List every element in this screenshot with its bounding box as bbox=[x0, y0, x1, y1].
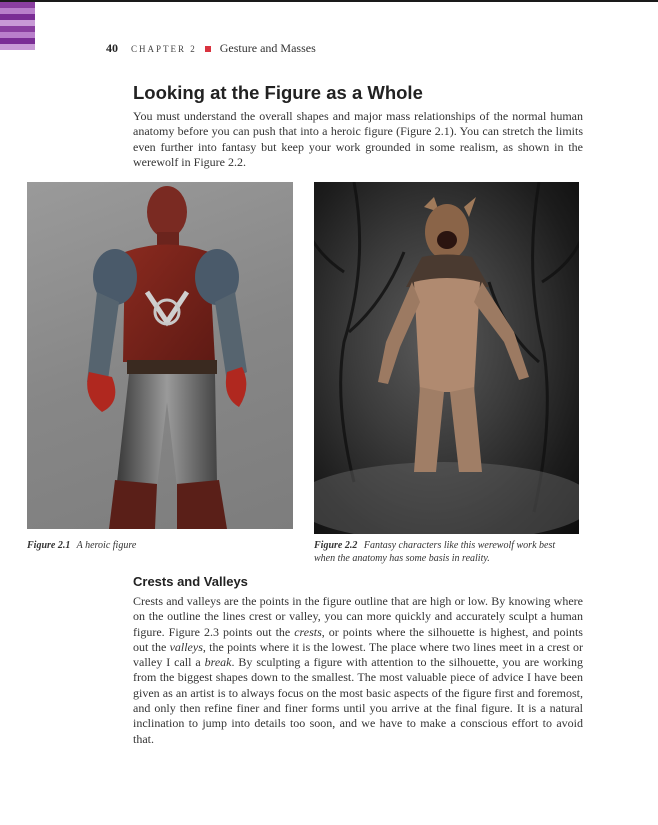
figure-heroic-image bbox=[27, 182, 293, 529]
chapter-title: Gesture and Masses bbox=[219, 41, 316, 55]
figure-werewolf-image bbox=[314, 182, 579, 534]
page-number: 40 bbox=[106, 41, 118, 55]
chapter-tab bbox=[0, 2, 35, 50]
chapter-label: CHAPTER 2 bbox=[131, 44, 197, 54]
tab-stripe bbox=[0, 44, 35, 50]
figure-2-1-text: A heroic figure bbox=[76, 540, 137, 551]
intro-paragraph: You must understand the overall shapes and major mass relationships of the normal human anatomy before you can push that into a heroic figure (Figure 2.1). You can stretch the limits even further into fantasy but keep your work grounded in some realism, as shown in the werewolf in Figure 2.2. bbox=[133, 109, 583, 169]
crests-text-d: . By sculpting a figure with attention to the silhouette, you are working from the biggest shapes down to the smallest. The most valuable piece of advice I have been given as an artist is to always focus on the most basic aspects of the figure first and foremost, and only then refine finer and finer forms until you arrive at the final figure. It is a natural inclination to jump into details too soon, and we have to make a conscious effort to avoid that. bbox=[133, 655, 583, 746]
crests-term: crests bbox=[294, 624, 322, 639]
figure-2-1-caption bbox=[27, 540, 293, 553]
valleys-term: valleys bbox=[169, 639, 203, 654]
crests-text-c: , the points where it is the lowest. The place where two lines meet in a crest or valley I call a bbox=[133, 639, 583, 670]
figure-2-2-label: Figure 2.2 bbox=[314, 540, 358, 551]
figure-2-1-label: Figure 2.1 bbox=[27, 540, 71, 551]
section-title: Looking at the Figure as a Whole bbox=[133, 82, 423, 103]
break-term: break bbox=[204, 655, 232, 670]
running-header bbox=[106, 41, 316, 56]
header-square-icon bbox=[205, 46, 211, 52]
crests-text-b: , or points where the silhouette is highest, and points out the bbox=[133, 624, 583, 654]
crests-paragraph bbox=[133, 594, 583, 747]
subsection-title: Crests and Valleys bbox=[133, 574, 248, 589]
figure-2-2-text: Fantasy characters like this werewolf work best when the anatomy has some basis in reality. bbox=[314, 540, 556, 564]
figure-2-2-caption bbox=[314, 540, 574, 565]
top-rule bbox=[0, 0, 658, 2]
crests-text-a: Crests and valleys are the points in the figure outline that are high or low. By knowing where on the outline the lines crest or valley, you can more quickly and accurately sculpt a human figure. Figure 2.3 points out the bbox=[133, 594, 583, 639]
